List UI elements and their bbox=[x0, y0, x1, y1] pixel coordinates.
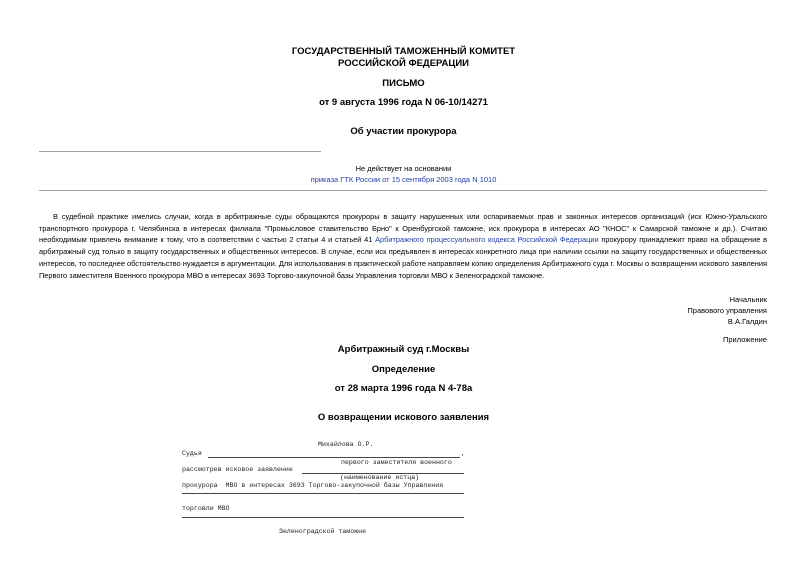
form-line bbox=[182, 517, 464, 518]
divider bbox=[39, 151, 321, 152]
org-name-line2: РОССИЙСКОЙ ФЕДЕРАЦИИ bbox=[337, 58, 469, 69]
signer-name: В.А.Галдин bbox=[727, 317, 767, 326]
signature-block bbox=[687, 294, 767, 327]
status-note: Не действует на основании bbox=[355, 164, 452, 173]
form-line-4: торговли МВО bbox=[182, 505, 230, 512]
form-line bbox=[182, 493, 464, 494]
doc-date: от 9 августа 1996 года N 06-10/14271 bbox=[319, 97, 488, 108]
court-name: Арбитражный суд г.Москвы bbox=[337, 344, 470, 355]
repeal-order-link[interactable]: приказа ГТК России от 15 сентября 2003 года N 1010 bbox=[310, 175, 497, 184]
judge-name: Михайлова О.Р. bbox=[318, 441, 374, 448]
claimant-caption: (наименование истца) bbox=[340, 474, 420, 481]
judge-label: Судья bbox=[182, 450, 202, 457]
divider bbox=[39, 190, 767, 191]
appendix-label: Приложение bbox=[723, 335, 767, 344]
court-doc-type: Определение bbox=[371, 364, 436, 375]
form-line-3: прокурора МВО в интересах 3693 Торгово-закупочной базы Управления bbox=[182, 482, 444, 489]
form-comma: , bbox=[461, 450, 465, 457]
reviewed-label: рассмотрев исковое заявление bbox=[182, 466, 293, 473]
petitioner-role: первого заместителя военного bbox=[341, 459, 452, 466]
court-doc-title: О возвращении искового заявления bbox=[317, 412, 490, 423]
court-doc-date: от 28 марта 1996 года N 4-78а bbox=[334, 383, 473, 394]
doc-type: ПИСЬМО bbox=[382, 78, 425, 89]
signer-position: Начальник bbox=[729, 295, 767, 304]
form-line bbox=[208, 457, 460, 458]
signer-department: Правового управления bbox=[687, 306, 767, 315]
letter-body: В судебной практике имелись случаи, когда в арбитражные суды обращаются прокуроры в защиту нарушенных или оспариваемых прав и законных интересов организаций (иск Южно-Уральского транспортного прокурора г. Челябинска в интересах филиала "Промысловое ставительство Брно" к Оренбургской таможне, иск прокурора в интересах АО "КНОС" к Самарской таможне и др.). Считаю необходимым привлечь внимание к тому, что в соответствии с частью 2 статьи 4 и статьей 41 Арбитражного процессуального кодекса Российской Федерации прокурору принадлежит право на обращение в арбитражный суд только в защиту государственных и общественных интересов. В случае, если иск предъявлен в интересах конкретного лица при наличии ссылки на защиту государственных и общественных интересов, то последнее обстоятельство нуждается в аргументации. Для использования в практической работе направляем копию определения Арбитражного суда г. Москвы о возвращении искового заявления Первого заместителя Военного прокурора МВО в интересах 3693 Торгово-закупочной базы Управления торговли МВО к Зеленоградской таможне. bbox=[39, 212, 767, 280]
doc-title: Об участии прокурора bbox=[350, 126, 457, 137]
apk-link[interactable]: Арбитражного процессуального кодекса Российской Федерации bbox=[375, 235, 599, 245]
org-name-line1: ГОСУДАРСТВЕННЫЙ ТАМОЖЕННЫЙ КОМИТЕТ bbox=[291, 46, 516, 57]
form-line-5: Зеленоградской таможне bbox=[279, 528, 367, 535]
